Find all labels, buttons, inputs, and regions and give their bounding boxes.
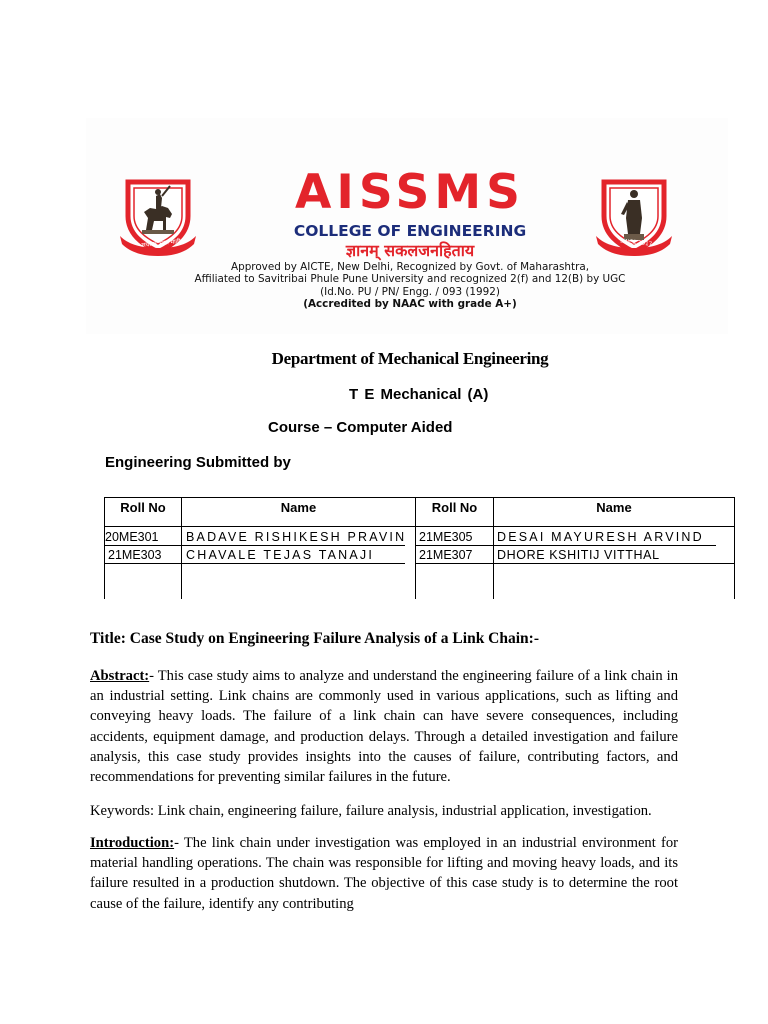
table-cell-name: BADAVE RISHIKESH PRAVIN [186, 530, 407, 544]
class-heading: T E Mechanical (A) [349, 386, 489, 403]
table-row-rule [105, 563, 405, 564]
table-header-name: Name [280, 500, 317, 515]
approval-line-2: Affiliated to Savitribai Phule Pune University and recognized 2(f) and 12(B) by UGC [194, 273, 626, 286]
table-cell-roll-no: 20ME301 [105, 530, 159, 544]
course-heading: Course – Computer Aided [268, 419, 453, 436]
department-heading: Department of Mechanical Engineering [271, 349, 549, 368]
table-cell-roll-no: 21ME307 [419, 548, 473, 562]
college-motto: ज्ञानम् सकलजनहिताय [345, 241, 475, 260]
approval-line-1: Approved by AICTE, New Delhi, Recognized by Govt. of Maharashtra, [230, 261, 590, 273]
college-brand-name: AISSMS [294, 165, 526, 220]
table-row-rule [416, 545, 716, 546]
accreditation-line: (Accredited by NAAC with grade A+) [303, 298, 517, 311]
table-header-roll-no: Roll No [431, 500, 478, 515]
abstract-label: Abstract: [90, 668, 150, 684]
college-approval-details [160, 261, 660, 311]
abstract-text: - This case study aims to analyze and understand the engineering failure of a link chain in an industrial setting. Link chains are commonly used in various applications, such as lifting and conveying heavy loads. The failure of a link chain can have severe consequences, including accidents, equipment damage, and production delays. Through a detailed investigation and failure analysis, this case study provides insights into the causes of failure, contributing factors, and recommendations for preventing similar failures in the future. [90, 668, 678, 786]
approval-line-3: (Id.No. PU / PN/ Engg. / 093 (1992) [320, 285, 500, 298]
abstract-paragraph [90, 666, 678, 787]
table-header-roll-no: Roll No [120, 500, 166, 515]
table-cell-name: DHORE KSHITIJ VITTHAL [497, 548, 660, 562]
table-border-header-bottom [104, 526, 735, 527]
introduction-label: Introduction: [90, 835, 175, 851]
table-cell-roll-no: 21ME303 [108, 548, 162, 562]
table-cell-name: DESAI MAYURESH ARVIND [497, 530, 704, 544]
case-study-title: Title: Case Study on Engineering Failure Analysis of a Link Chain:- [90, 630, 540, 647]
introduction-paragraph [90, 833, 678, 914]
right-crest-banner-text: SINCE 1917 [619, 238, 653, 248]
table-border-right [734, 497, 735, 599]
table-row-rule [416, 563, 734, 564]
table-cell-name: CHAVALE TEJAS TANAJI [186, 548, 375, 562]
submitted-by-heading: Engineering Submitted by [105, 454, 291, 471]
keywords-line: Keywords: Link chain, engineering failure, failure analysis, industrial application, investigation. [90, 803, 652, 819]
table-cell-roll-no: 21ME305 [419, 530, 473, 544]
left-crest-banner-text: सचलत भरत माही [141, 237, 181, 250]
table-border-top [104, 497, 735, 498]
table-header-name: Name [596, 500, 632, 515]
introduction-text: - The link chain under investigation was employed in an industrial environment for material handling operations. The chain was responsible for lifting and moving heavy loads, and its failure resulted in a production shutdown. The objective of this case study is to determine the root cause of the failure, identify any contributing [90, 835, 678, 912]
college-subtitle: COLLEGE OF ENGINEERING [293, 222, 527, 240]
table-row-rule [105, 545, 405, 546]
